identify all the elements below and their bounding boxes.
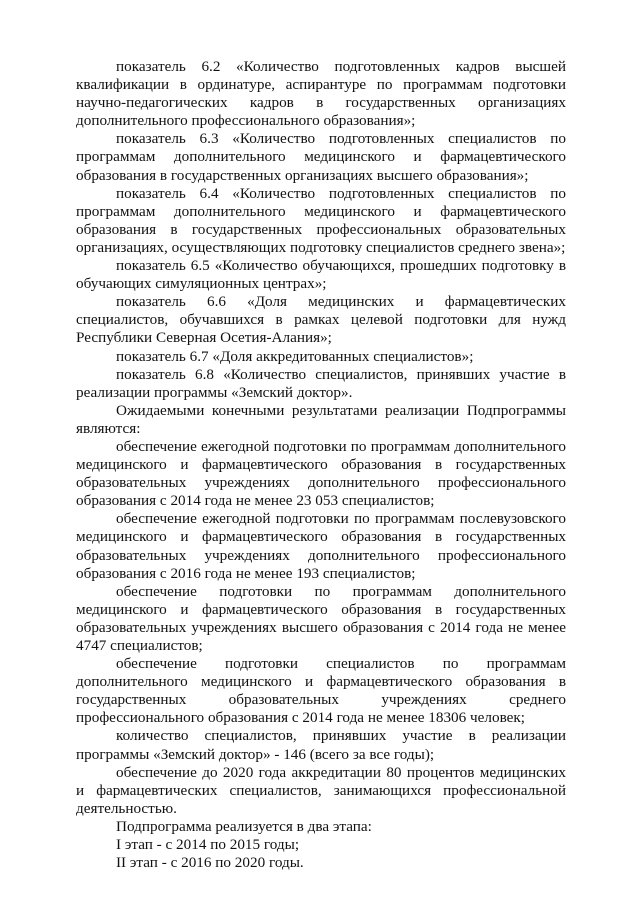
result-zemsky-doctor-paragraph: количество специалистов, принявших участие в реализации программы «Земский доктор» - 146 (всего за все годы); <box>76 727 566 763</box>
result-accreditation-paragraph: обеспечение до 2020 года аккредитации 80 процентов медицинских и фармацевтических специалистов, занимающихся профессиональной деятельностью. <box>76 763 566 817</box>
indicator-6-7-paragraph: показатель 6.7 «Доля аккредитованных специалистов»; <box>116 347 474 365</box>
stages-intro-paragraph: Подпрограмма реализуется в два этапа: <box>116 817 372 835</box>
document-page <box>76 58 566 872</box>
stage-1-paragraph: I этап - с 2014 по 2015 годы; <box>116 836 300 854</box>
indicator-6-6-paragraph: показатель 6.6 «Доля медицинских и фармацевтических специалистов, обучавшихся в рамках целевой подготовки для нужд Республики Северная Осетия-Алания»; <box>76 293 566 347</box>
indicator-6-2-paragraph: показатель 6.2 «Количество подготовленных кадров высшей квалификации в ординатуре, аспирантуре по программам подготовки научно-педагогических кадров в государственных организациях дополнительного профессионального образования»; <box>76 58 566 130</box>
expected-results-intro-paragraph: Ожидаемыми конечными результатами реализации Подпрограммы являются: <box>76 401 566 437</box>
result-dpo-training-paragraph: обеспечение ежегодной подготовки по программам дополнительного медицинского и фармацевтического образования в государственных образовательных учреждениях дополнительного профессионального образования с 2014 года не менее 23 053 специалистов; <box>76 437 566 510</box>
stage-2-paragraph: II этап - с 2016 по 2020 годы. <box>116 854 304 872</box>
indicator-6-3-paragraph: показатель 6.3 «Количество подготовленных специалистов по программам дополнительного медицинского и фармацевтического образования в государственных организациях высшего образования»; <box>76 130 566 184</box>
indicator-6-4-paragraph: показатель 6.4 «Количество подготовленных специалистов по программам дополнительного медицинского и фармацевтического образования в государственных профессиональных образовательных организациях, осуществляющих подготовку специалистов среднего звена»; <box>76 184 566 256</box>
result-higher-education-training-paragraph: обеспечение подготовки по программам дополнительного медицинского и фармацевтического образования в государственных образовательных учреждениях высшего образования с 2014 года не менее 4747 специалистов; <box>76 582 566 654</box>
result-postgraduate-training-paragraph: обеспечение ежегодной подготовки по программам послевузовского медицинского и фармацевтического образования в государственных образовательных учреждениях дополнительного профессионального образования с 2016 года не менее 193 специалистов; <box>76 510 566 582</box>
indicator-6-5-paragraph: показатель 6.5 «Количество обучающихся, прошедших подготовку в обучающих симуляционных центрах»; <box>76 257 566 293</box>
result-secondary-vocational-training-paragraph: обеспечение подготовки специалистов по программам дополнительного медицинского и фармацевтического образования в государственных образовательных учреждениях среднего профессионального образования с 2014 года не менее 18306 человек; <box>76 655 566 727</box>
indicator-6-8-paragraph: показатель 6.8 «Количество специалистов, принявших участие в реализации программы «Земский доктор». <box>76 365 566 401</box>
